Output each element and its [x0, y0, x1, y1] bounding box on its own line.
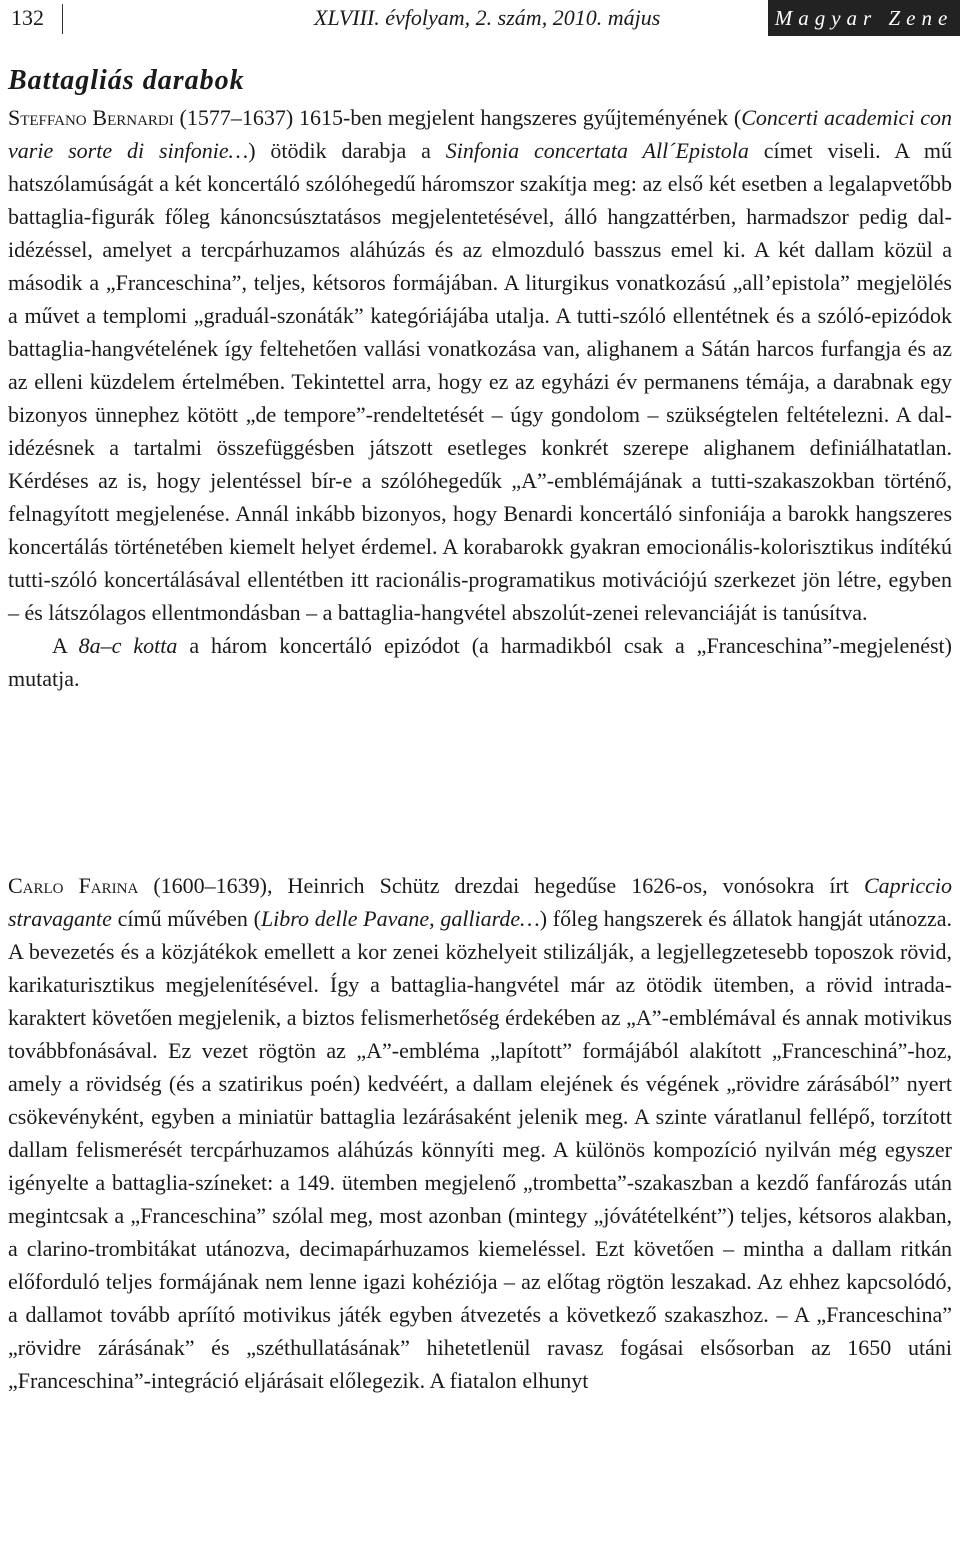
- work-title: Capriccio stravagante: [8, 873, 952, 931]
- journal-name-badge: Magyar Zene: [768, 0, 960, 36]
- header-divider: [62, 4, 63, 34]
- text-run: (1600–1639), Heinrich Schütz drezdai hegedűse 1626-os, vonósokra írt: [138, 873, 864, 898]
- composer-name: Carlo Farina: [8, 873, 139, 898]
- composer-name: Steffano Bernardi: [8, 105, 174, 130]
- running-header: [0, 0, 960, 38]
- score-reference: 8a–c kotta: [78, 633, 178, 658]
- work-title: Concerti academici con varie sorte di sinfonie…: [8, 105, 952, 163]
- issue-info: XLVIII. évfolyam, 2. szám, 2010. május: [314, 5, 661, 30]
- collection-title: Libro delle Pavane, galliarde…: [260, 906, 540, 931]
- piece-title: Sinfonia concertata All´Epistola: [445, 138, 749, 163]
- text-run: a három koncertáló epizódot (a harmadikból csak a „Franceschina”-megjelenést) mutatja.: [8, 633, 952, 691]
- text-run: ) ötödik darabja a: [248, 138, 446, 163]
- text-run: címet viseli. A mű hatszólamúságát a két koncertáló szólóhegedű háromszor szakítja meg: az első két esetben a legalapvetőbb battaglia-figurák főleg kánoncsúsztatásos megjelentetésével, álló hangzattérben, harmadszor pedig dal-idézéssel, amelyet a tercpárhuzamos aláhúzás és az elmozduló basszus emel ki. A két dallam közül a második a „Franceschina”, teljes, kétsoros formájában. A liturgikus vonatkozású „all’epistola” megjelölés a művet a templomi „graduál-szonáták” kategóriájába utalja. A tutti-szóló ellentétnek és a szóló-epizódok battaglia-hangvételének így feltehetően vallási vonatkozása van, alighanem a Sátán harcos furfangja és az az elleni küzdelem értelmében. Tekintettel arra, hogy ez az egyházi év permanens témája, a darabnak egy bizonyos ünnephez kötött „de tempore”-rendeltetését – úgy gondolom – szükségtelen feltételezni. A dal-idézésnek a tartalmi összefüggésben játszott esetleges konkrét szerepe alighanem definiálhatatlan. Kérdéses az is, hogy jelentéssel bír-e a szólóhegedűk „A”-emblémájának a tutti-szakaszokban történő, felnagyított megjelenése. Annál inkább bizonyos, hogy Benardi koncertáló sinfoniája a barokk hangszeres koncertálás történetében kiemelt helyet érdemel. A korabarokk gyakran emocionális-kolorisztikus indítékú tutti-szóló koncertálásával ellentétben itt racionális-programatikus motivációjú szerkezet jön létre, egyben – és látszólagos ellentmondásban – a battaglia-hangvétel abszolút-zenei relevanciáját is tanúsítva.: [8, 138, 952, 625]
- text-block-farina: [8, 869, 952, 1397]
- text-run: A: [52, 633, 79, 658]
- paragraph-score-reference: [8, 629, 952, 695]
- paragraph-farina: [8, 869, 952, 1397]
- text-block-bernardi: [8, 101, 952, 695]
- text-run: ) főleg hangszerek és állatok hangját utánozza. A bevezetés és a közjátékok emellett a kor zenei közhelyeit stilizálják, a legjellegzetesebb toposzok rövid, karikaturisztikus megjelenítésével. Így a battaglia-hangvétel már az ötödik ütemben, a rövid intrada-karaktert követően megjelenik, a biztos felismerhetőség érdekében az „A”-emblémával és annak motivikus továbbfonásával. Ez vezet rögtön az „A”-embléma „lapított” formájából alakított „Franceschiná”-hoz, amely a rövidség (és a szatirikus poén) kedvéért, a dallam elejének és végének „rövidre zárásából” nyert csökevényként, egyben a miniatür battaglia lezárásaként jelenik meg. A szinte váratlanul fellépő, torzított dallam felismerését tercpárhuzamos aláhúzás könnyíti meg. A különös kompozíció nyilván még egyszer igényelte a battaglia-színeket: a 149. ütemben megjelenő „trombetta”-szakaszban a kezdő fanfározás után megintcsak a „Franceschina” szólal meg, most azonban (mintegy „jóvátételként”) teljes, kétsoros alakban, a clarino-trombitákat utánozva, decimapárhuzamos kiemeléssel. Ezt követően – mintha a dallam ritkán előforduló teljes formájának nem lenne igazi kohéziója – az előtag rögtön leszakad. Az ehhez kapcsolódó, a dallamot tovább apríító motivikus játék egyben átvezetés a következő szakaszhoz. – A „Franceschina” „rövidre zárásának” és „széthullatásának” hihetetlenül ravasz fogásai elsősorban az 1650 utáni „Franceschina”-integráció eljárásait előlegezik. A fiatalon elhunyt: [8, 906, 952, 1393]
- paragraph-bernardi: [8, 101, 952, 629]
- text-run: (1577–1637) 1615-ben megjelent hangszeres gyűjteményének (: [173, 105, 742, 130]
- section-title: Battagliás darabok: [8, 65, 245, 96]
- text-run: című művében (: [111, 906, 261, 931]
- page-number: 132: [11, 5, 44, 30]
